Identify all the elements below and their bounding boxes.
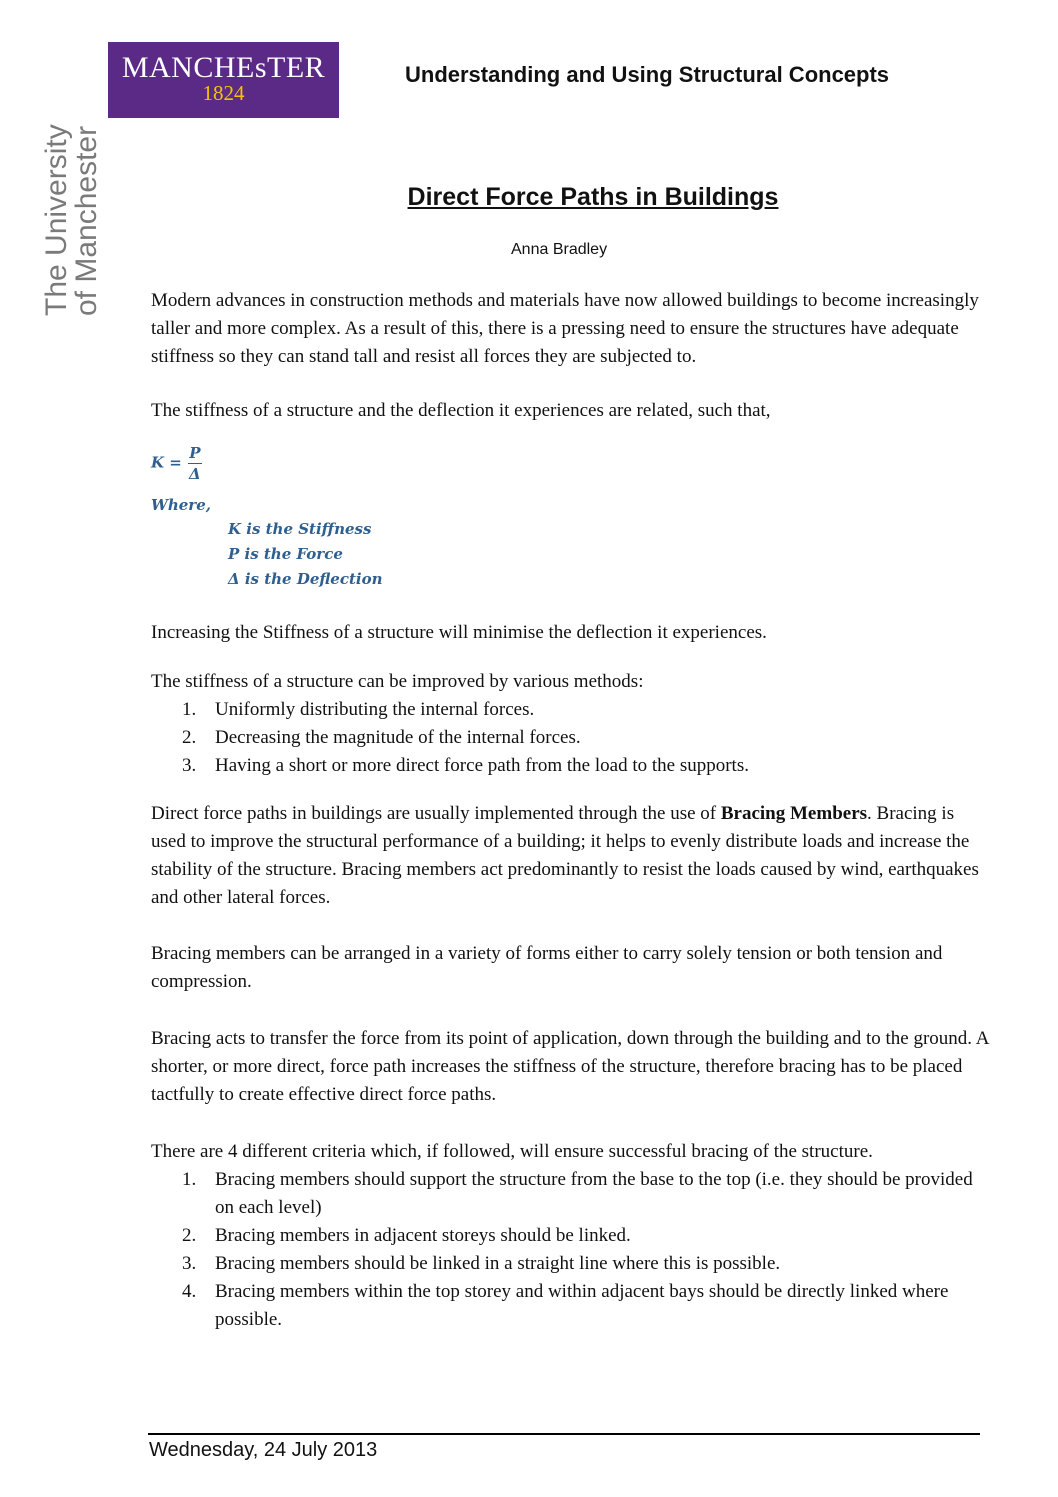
- stiffness-formula: [151, 444, 202, 483]
- formula-definition: P is the Force: [228, 545, 343, 563]
- formula-denominator: Δ: [189, 465, 201, 483]
- criteria-list: [151, 1166, 991, 1334]
- list-item: 3. Having a short or more direct force path from the load to the supports.: [182, 755, 749, 776]
- fraction-bar: [188, 463, 202, 464]
- list-item: 2. Bracing members in adjacent storeys should be linked.: [182, 1225, 631, 1246]
- sidebar-brand-line1: The University: [40, 124, 73, 316]
- bracing-paragraph: Direct force paths in buildings are usually implemented through the use of Bracing Members. Bracing is used to improve the structural performance of a building; it helps to evenly distribute loads and increase the stability of the structure. Bracing members act predominantly to resist the loads caused by wind, earthquakes and other lateral forces.: [151, 803, 979, 908]
- document-title: Direct Force Paths in Buildings: [407, 183, 779, 211]
- relation-sentence: The stiffness of a structure and the deflection it experiences are related, such that,: [151, 400, 771, 421]
- footer-divider: [148, 1433, 980, 1435]
- formula-where: Where,: [151, 496, 211, 514]
- list-item: 2. Decreasing the magnitude of the internal forces.: [182, 727, 581, 748]
- increase-sentence: Increasing the Stiffness of a structure will minimise the deflection it experiences.: [151, 622, 767, 643]
- list-item: 1. Uniformly distributing the internal forces.: [182, 699, 535, 720]
- university-logo: [108, 42, 339, 118]
- logo-wordmark: MANCHEsTER: [121, 51, 326, 84]
- methods-intro: The stiffness of a structure can be improved by various methods:: [151, 671, 644, 692]
- methods-list: [151, 696, 991, 780]
- bracing-members-term: Bracing Members: [720, 803, 868, 824]
- list-item: 3. Bracing members should be linked in a straight line where this is possible.: [182, 1253, 781, 1274]
- formula-lhs: K =: [151, 453, 182, 472]
- sidebar-brand-line2: of Manchester: [70, 125, 103, 316]
- formula-definition: Δ is the Deflection: [228, 570, 383, 588]
- formula-definition: K is the Stiffness: [228, 520, 372, 538]
- footer-date: Wednesday, 24 July 2013: [149, 1439, 378, 1461]
- author-name: Anna Bradley: [511, 241, 608, 258]
- transfer-paragraph: Bracing acts to transfer the force from its point of application, down through the building and to the ground. A shorter, or more direct, force path increases the stiffness of the structure, therefore bracing has to be placed tactfully to create effective direct force paths.: [151, 1028, 989, 1105]
- course-title: Understanding and Using Structural Concepts: [405, 62, 890, 87]
- sidebar-brand: [42, 46, 106, 316]
- intro-paragraph: Modern advances in construction methods and materials have now allowed buildings to become increasingly taller and more complex. As a result of this, there is a pressing need to ensure the structures have adequate stiffness so they can stand tall and resist all forces they are subjected to.: [151, 290, 979, 367]
- arrangement-paragraph: Bracing members can be arranged in a variety of forms either to carry solely tension or both tension and compression.: [151, 943, 943, 992]
- formula-numerator: P: [189, 444, 201, 462]
- formula-fraction: [188, 444, 202, 483]
- logo-year: 1824: [202, 81, 245, 105]
- list-item: 1. Bracing members should support the structure from the base to the top (i.e. they should be provided on each level): [182, 1169, 973, 1218]
- criteria-intro: There are 4 different criteria which, if followed, will ensure successful bracing of the structure.: [151, 1141, 873, 1162]
- list-item: 4. Bracing members within the top storey and within adjacent bays should be directly linked where possible.: [182, 1281, 949, 1330]
